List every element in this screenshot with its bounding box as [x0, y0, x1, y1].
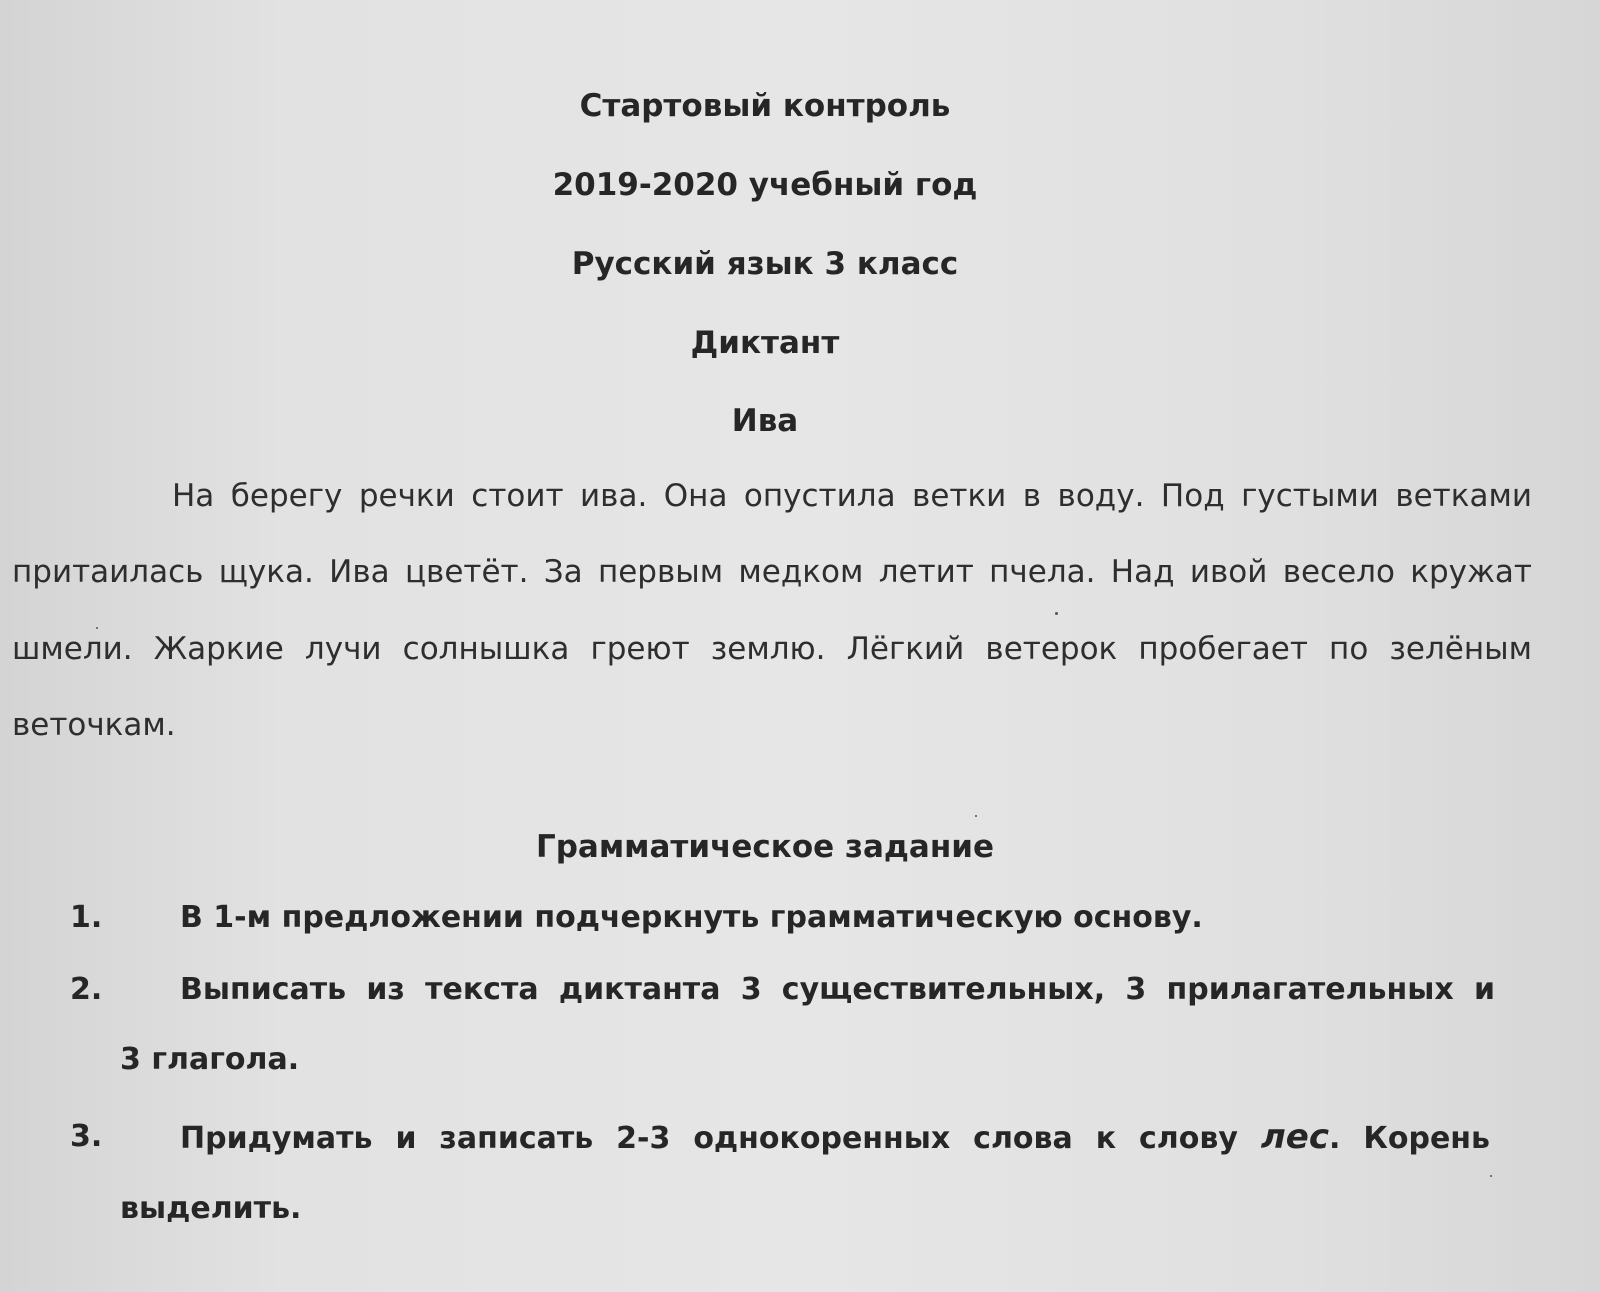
paper-speck — [1490, 1175, 1492, 1177]
task-number: 2. — [70, 972, 103, 1007]
header-school-year: 2019-2020 учебный год — [552, 167, 978, 203]
dictation-title: Ива — [731, 403, 799, 439]
dictation-line: притаилась щука. Ива цветёт. За первым медком летит пчела. Над ивой весело кружат — [12, 554, 1532, 590]
header-title: Стартовый контроль — [579, 88, 951, 124]
header-work-type: Диктант — [690, 325, 840, 361]
dictation-line: На берегу речки стоит ива. Она опустила ветки в воду. Под густыми ветками — [172, 478, 1532, 514]
grammar-section-title: Грамматическое задание — [535, 829, 995, 865]
task-text-part: Придумать и записать 2-3 однокоренных слова к слову — [180, 1121, 1238, 1156]
task-text — [180, 1117, 1490, 1159]
task-text-continuation: выделить. — [120, 1191, 302, 1226]
dictation-line: шмели. Жаркие лучи солнышка греют землю. Лёгкий ветерок пробегает по зелёным — [12, 631, 1532, 667]
task-text: Выписать из текста диктанта 3 существительных, 3 прилагательных и — [180, 972, 1495, 1007]
paper-speck — [96, 627, 98, 629]
task-number: 1. — [70, 900, 103, 935]
dictation-line: веточкам. — [12, 707, 176, 743]
task-text: В 1-м предложении подчеркнуть грамматическую основу. — [180, 900, 1203, 935]
paper-speck — [1055, 612, 1058, 615]
task-text-continuation: 3 глагола. — [120, 1042, 300, 1077]
task-number: 3. — [70, 1119, 103, 1154]
task-text-part: . Корень — [1329, 1121, 1490, 1156]
paper-speck — [975, 815, 977, 817]
task-keyword: лес — [1260, 1117, 1329, 1157]
header-subject: Русский язык 3 класс — [571, 246, 959, 282]
